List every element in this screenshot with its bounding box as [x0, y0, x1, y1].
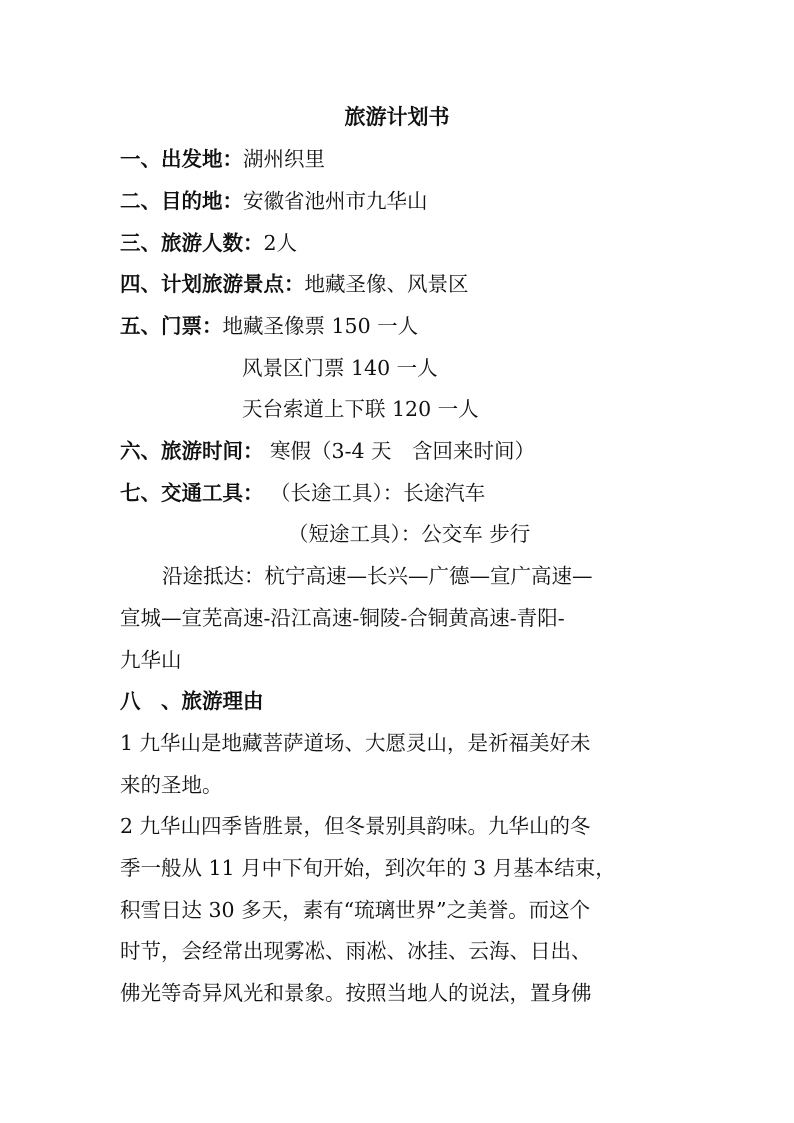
item-destination-value: 安徽省池州市九华山	[243, 189, 428, 213]
item-people-label: 三、旅游人数	[120, 231, 243, 255]
item-tickets-value: 地藏圣像票 150 一人	[222, 314, 419, 338]
ticket-line-scenic: 风景区门票 140 一人	[242, 356, 438, 380]
item-time-value: 寒假（3-4 天 含回来时间）	[270, 439, 536, 463]
route-line-2: 宣城—宣芜高速-沿江高速-铜陵-合铜黄高速-青阳-	[120, 606, 565, 630]
document-title: 旅游计划书	[344, 104, 450, 129]
item-time	[120, 441, 535, 462]
route-line-1: 沿途抵达：杭宁高速—长兴—广德—宣广高速—	[162, 564, 593, 588]
item-destination-label: 二、目的地	[120, 189, 223, 213]
reason-p2-line2: 季一般从 11 月中下旬开始，到次年的 3 月基本结束，	[120, 856, 616, 880]
item-departure-sep: ：	[222, 147, 243, 171]
item-destination	[120, 191, 428, 212]
item-tickets	[120, 316, 418, 337]
item-spots-sep: ：	[284, 272, 305, 296]
item-tickets-label: 五、门票	[120, 314, 202, 338]
reason-p2-line1: 2 九华山四季皆胜景，但冬景别具韵味。九华山的冬	[120, 814, 591, 838]
reason-p2-line4: 时节，会经常出现雾凇、雨凇、冰挂、云海、日出、	[120, 939, 592, 963]
item-people-sep: ：	[243, 231, 264, 255]
item-destination-sep: ：	[222, 189, 243, 213]
item-departure	[120, 149, 325, 170]
item-people	[120, 233, 297, 254]
item-people-value: 2人	[263, 231, 298, 255]
item-spots-value: 地藏圣像、风景区	[304, 272, 469, 296]
item-tickets-sep: ：	[202, 314, 223, 338]
reason-p1-line2: 来的圣地。	[120, 773, 223, 797]
ticket-line-cableway: 天台索道上下联 120 一人	[242, 397, 479, 421]
reason-heading: 八 、旅游理由	[120, 689, 264, 713]
item-transport	[120, 483, 485, 504]
item-spots-label: 四、计划旅游景点	[120, 272, 284, 296]
item-time-label: 六、旅游时间：	[120, 439, 264, 463]
item-departure-label: 一、出发地	[120, 147, 223, 171]
reason-p1-line1: 1 九华山是地藏菩萨道场、大愿灵山，是祈福美好未	[120, 731, 591, 755]
route-line-3: 九华山	[120, 648, 182, 672]
item-spots	[120, 274, 469, 295]
reason-p2-line5: 佛光等奇异风光和景象。按照当地人的说法，置身佛	[120, 981, 592, 1005]
item-transport-label-text: 七、交通工具：	[120, 481, 264, 505]
item-transport-short: （短途工具）：公交车 步行	[288, 522, 531, 546]
reason-p2-line3: 积雪日达 30 多天，素有“琉璃世界”之美誉。而这个	[120, 898, 591, 922]
item-transport-long: （长途工具）：长途汽车	[270, 481, 486, 505]
item-departure-value: 湖州织里	[243, 147, 325, 171]
